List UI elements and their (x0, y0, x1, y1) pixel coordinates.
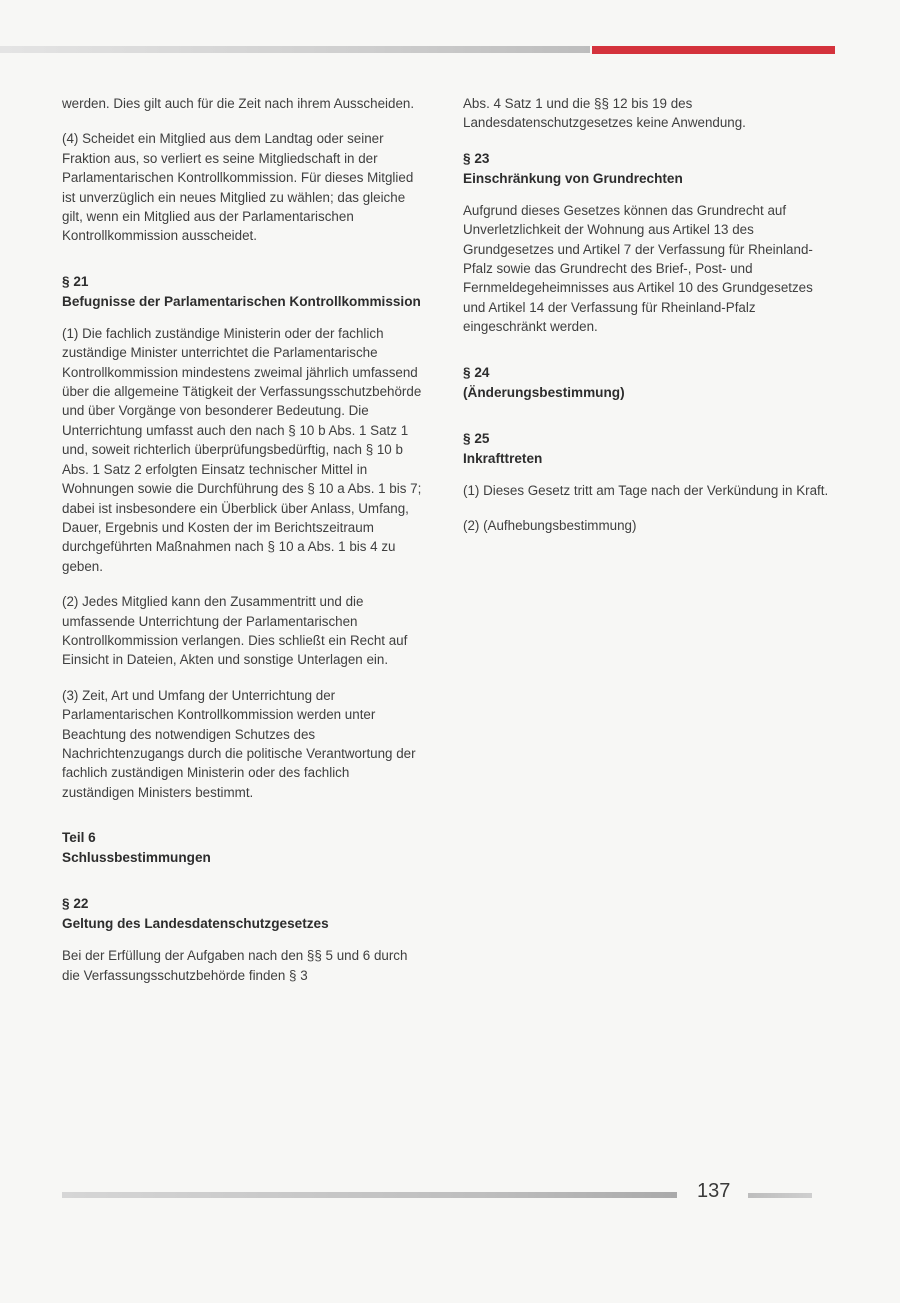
section-number: § 23 (463, 150, 490, 166)
part-title: Schlussbestimmungen (62, 850, 211, 866)
top-decorative-rule (0, 46, 590, 53)
page-number: 137 (697, 1180, 731, 1202)
section-23-heading (463, 149, 831, 189)
section-22-heading (62, 894, 422, 934)
section-25-paragraph-1: (1) Dieses Gesetz tritt am Tage nach der Verkündung in Kraft. (463, 482, 829, 498)
section-22-paragraph-1: Bei der Erfüllung der Aufgaben nach den §§ 5 und 6 durch die Verfassungsschutzbehörde finden § 3 (62, 948, 408, 983)
bottom-decorative-rule (62, 1192, 677, 1198)
section-number: § 22 (62, 896, 89, 912)
section-21-heading (62, 272, 422, 312)
section-21-paragraph-3: (3) Zeit, Art und Umfang der Unterrichtung der Parlamentarischen Kontrollkommission werden unter Beachtung des notwendigen Schutzes des Nachrichtenzugangs durch die politische Verantwortung der fachlich zuständigen Ministerin oder des fachlich zuständigen Ministers bestimmt. (62, 687, 416, 800)
part-number: Teil 6 (62, 830, 96, 846)
top-accent-bar (592, 46, 835, 54)
part-6-heading (62, 828, 422, 868)
section-number: § 24 (463, 364, 490, 380)
right-column (463, 94, 831, 551)
section-25-heading (463, 429, 831, 469)
section-title: (Änderungsbestimmung) (463, 384, 625, 400)
bottom-decorative-rule-right (748, 1193, 812, 1198)
section-number: § 21 (62, 273, 89, 289)
continued-paragraph: werden. Dies gilt auch für die Zeit nach ihrem Ausscheiden. (62, 96, 415, 111)
section-title: Inkrafttreten (463, 450, 543, 466)
paragraph-4: (4) Scheidet ein Mitglied aus dem Landtag oder seiner Fraktion aus, so verliert es seine Mitgliedschaft in der Parlamentarischen Kontrollkommission. Für dieses Mitglied ist unverzüglich ein neues Mitglied zu wählen; das gleiche gilt, wenn ein Mitglied aus der Parlamentarischen Kontrollkommission ausscheidet. (62, 131, 414, 244)
section-25-paragraph-2: (2) (Aufhebungsbestimmung) (463, 518, 637, 534)
section-title: Geltung des Landesdatenschutzgesetzes (62, 916, 329, 932)
continued-paragraph: Abs. 4 Satz 1 und die §§ 12 bis 19 des Landesdatenschutzgesetzes keine Anwendung. (463, 96, 746, 131)
section-21-paragraph-2: (2) Jedes Mitglied kann den Zusammentritt und die umfassende Unterrichtung der Parlamentarischen Kontrollkommission verlangen. Dies schließt ein Recht auf Einsicht in Dateien, Akten und sonstige Unterlagen ein. (62, 594, 408, 668)
section-title: Einschränkung von Grundrechten (463, 170, 683, 186)
left-column (62, 94, 422, 1001)
section-23-paragraph-1: Aufgrund dieses Gesetzes können das Grundrecht auf Unverletzlichkeit der Wohnung aus Artikel 13 des Grundgesetzes und Artikel 7 der Verfassung für Rheinland-Pfalz sowie das Grundrecht des Brief-, Post- und Fernmeldegeheimnisses aus Artikel 10 des Grundgesetzes und Artikel 14 der Verfassung für Rheinland-Pfalz eingeschränkt werden. (463, 202, 813, 335)
section-24-heading (463, 363, 831, 403)
section-21-paragraph-1: (1) Die fachlich zuständige Ministerin oder der fachlich zuständige Minister unterrichtet die Parlamentarische Kontrollkommission mindestens zweimal jährlich umfassend über die allgemeine Tätigkeit der Verfassungsschutzbehörde und über Vorgänge von besonderer Bedeutung. Die Unterrichtung umfasst auch den nach § 10 b Abs. 1 Satz 1 und, soweit richterlich überprüfungsbedürftig, nach § 10 b Abs. 1 Satz 2 erfolgten Einsatz technischer Mittel in Wohnungen sowie die Durchführung des § 10 a Abs. 1 bis 7; dabei ist insbesondere ein Überblick über Anlass, Umfang, Dauer, Ergebnis und Kosten der im Berichtszeitraum durchgeführten Maßnahmen nach § 10 a Abs. 1 bis 4 zu geben. (62, 325, 422, 574)
section-title: Befugnisse der Parlamentarischen Kontrollkommission (62, 293, 421, 309)
section-number: § 25 (463, 430, 490, 446)
